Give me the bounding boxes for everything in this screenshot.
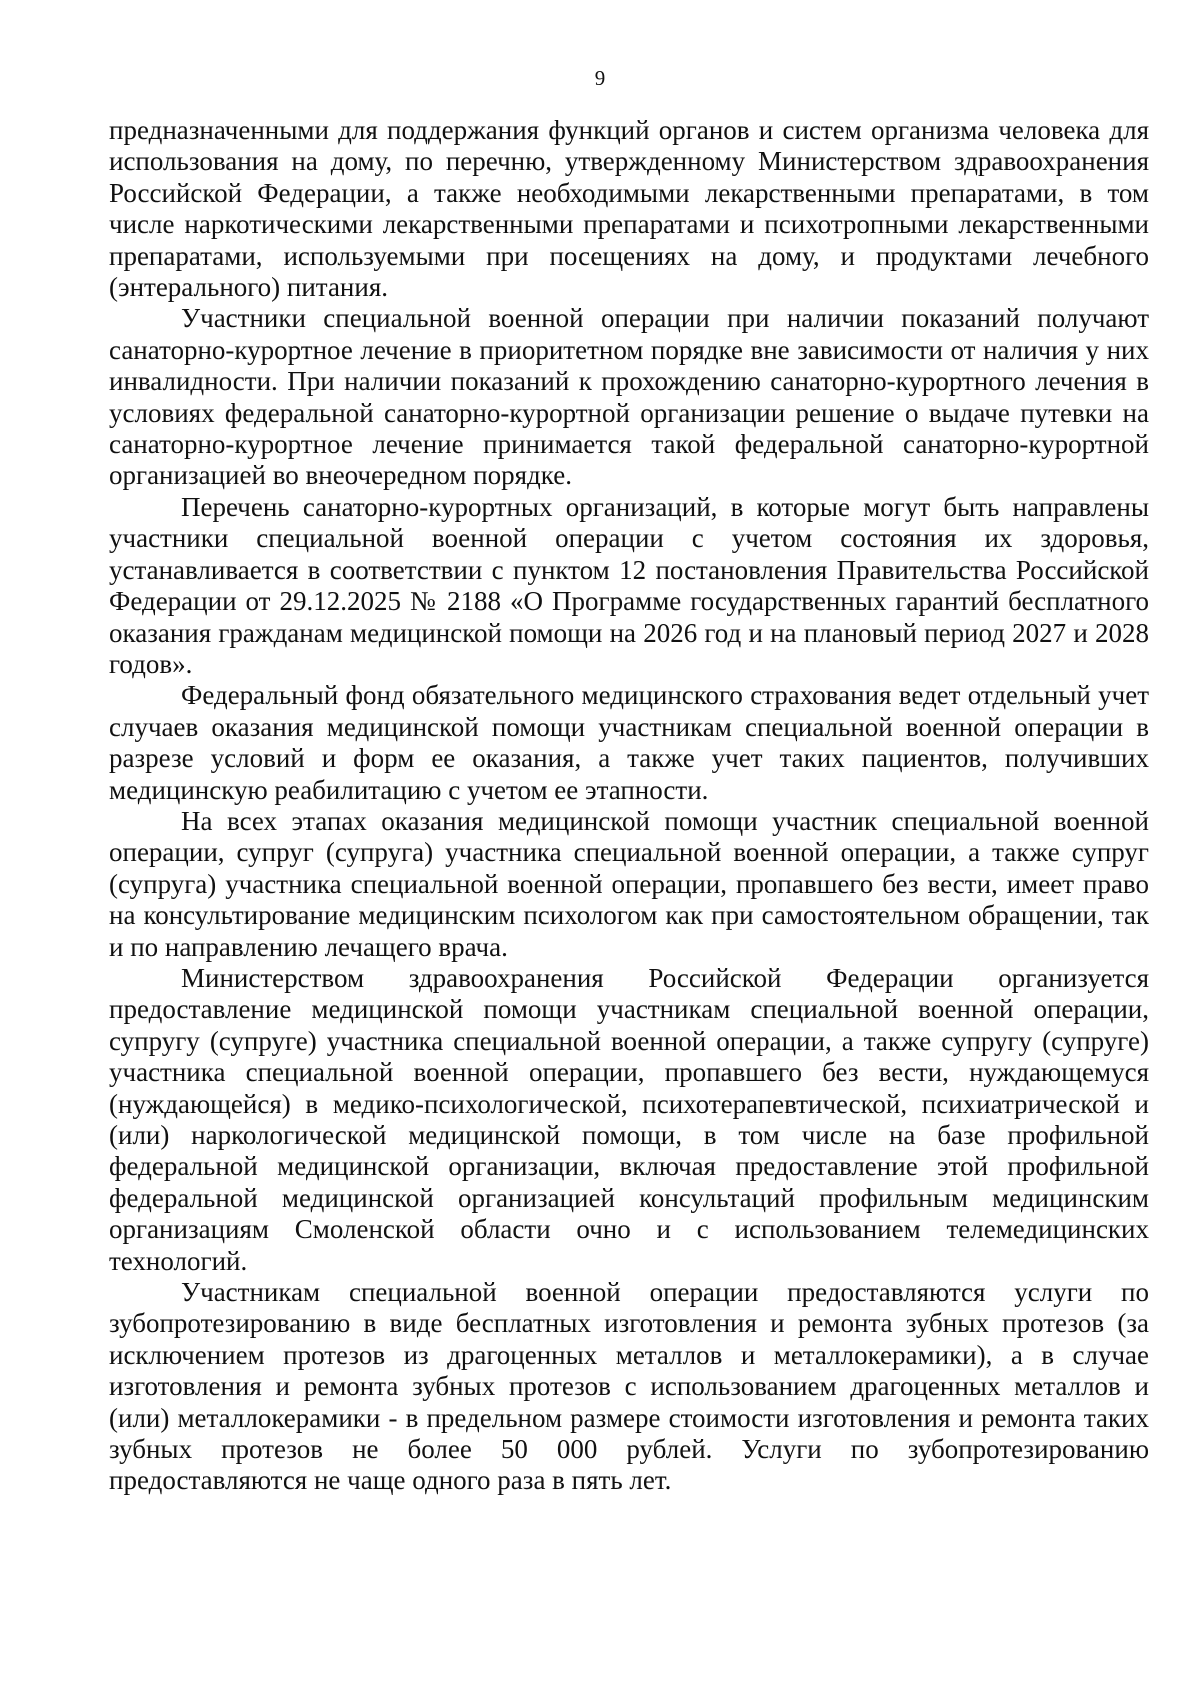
paragraph-insurance-fund: Федеральный фонд обязательного медицинского страхования ведет отдельный учет случаев оказания медицинской помощи участникам специальной военной операции в разрезе условий и форм ее оказания, а также учет таких пациентов, получивших медицинскую реабилитацию с учетом ее этапности.	[109, 680, 1149, 805]
paragraph-psychologist-consultation: На всех этапах оказания медицинской помощи участник специальной военной операции, супруг (супруга) участника специальной военной операции, а также супруг (супруга) участника специальной военной операции, пропавшего без вести, имеет право на консультирование медицинским психологом как при самостоятельном обращении, так и по направлению лечащего врача.	[109, 805, 1149, 962]
paragraph-ministry-care: Министерством здравоохранения Российской Федерации организуется предоставление медицинской помощи участникам специальной военной операции, супругу (супруге) участника специальной военной операции, а также супругу (супруге) участника специальной военной операции, пропавшего без вести, нуждающемуся (нуждающейся) в медико-психологической, психотерапевтической, психиатрической и (или) наркологической медицинской помощи, в том числе на базе профильной федеральной медицинской организации, включая предоставление этой профильной федеральной медицинской организацией консультаций профильным медицинским организациям Смоленской области очно и с использованием телемедицинских технологий.	[109, 962, 1149, 1276]
paragraph-sanatorium-list: Перечень санаторно-курортных организаций, в которые могут быть направлены участники специальной военной операции с учетом состояния их здоровья, устанавливается в соответствии с пунктом 12 постановления Правительства Российской Федерации от 29.12.2025 № 2188 «О Программе государственных гарантий бесплатного оказания гражданам медицинской помощи на 2026 год и на плановый период 2027 и 2028 годов».	[109, 491, 1149, 679]
paragraph-dental-prosthetics: Участникам специальной военной операции предоставляются услуги по зубопротезированию в виде бесплатных изготовления и ремонта зубных протезов (за исключением протезов из драгоценных металлов и металлокерамики), а в случае изготовления и ремонта зубных протезов с использованием драгоценных металлов и (или) металлокерамики - в предельном размере стоимости изготовления и ремонта таких зубных протезов не более 50 000 рублей. Услуги по зубопротезированию предоставляются не чаще одного раза в пять лет.	[109, 1277, 1149, 1496]
paragraph-sanatorium-treatment: Участники специальной военной операции при наличии показаний получают санаторно-курортное лечение в приоритетном порядке вне зависимости от наличия у них инвалидности. При наличии показаний к прохождению санаторно-курортного лечения в условиях федеральной санаторно-курортной организации решение о выдаче путевки на санаторно-курортное лечение принимается такой федеральной санаторно-курортной организацией во внеочередном порядке.	[109, 303, 1149, 491]
document-body	[109, 115, 1149, 1497]
paragraph-continuation: предназначенными для поддержания функций органов и систем организма человека для использования на дому, по перечню, утвержденному Министерством здравоохранения Российской Федерации, а также необходимыми лекарственными препаратами, в том числе наркотическими лекарственными препаратами и психотропными лекарственными препаратами, используемыми при посещениях на дому, и продуктами лечебного (энтерального) питания.	[109, 115, 1149, 303]
page-number: 9	[594, 66, 606, 90]
